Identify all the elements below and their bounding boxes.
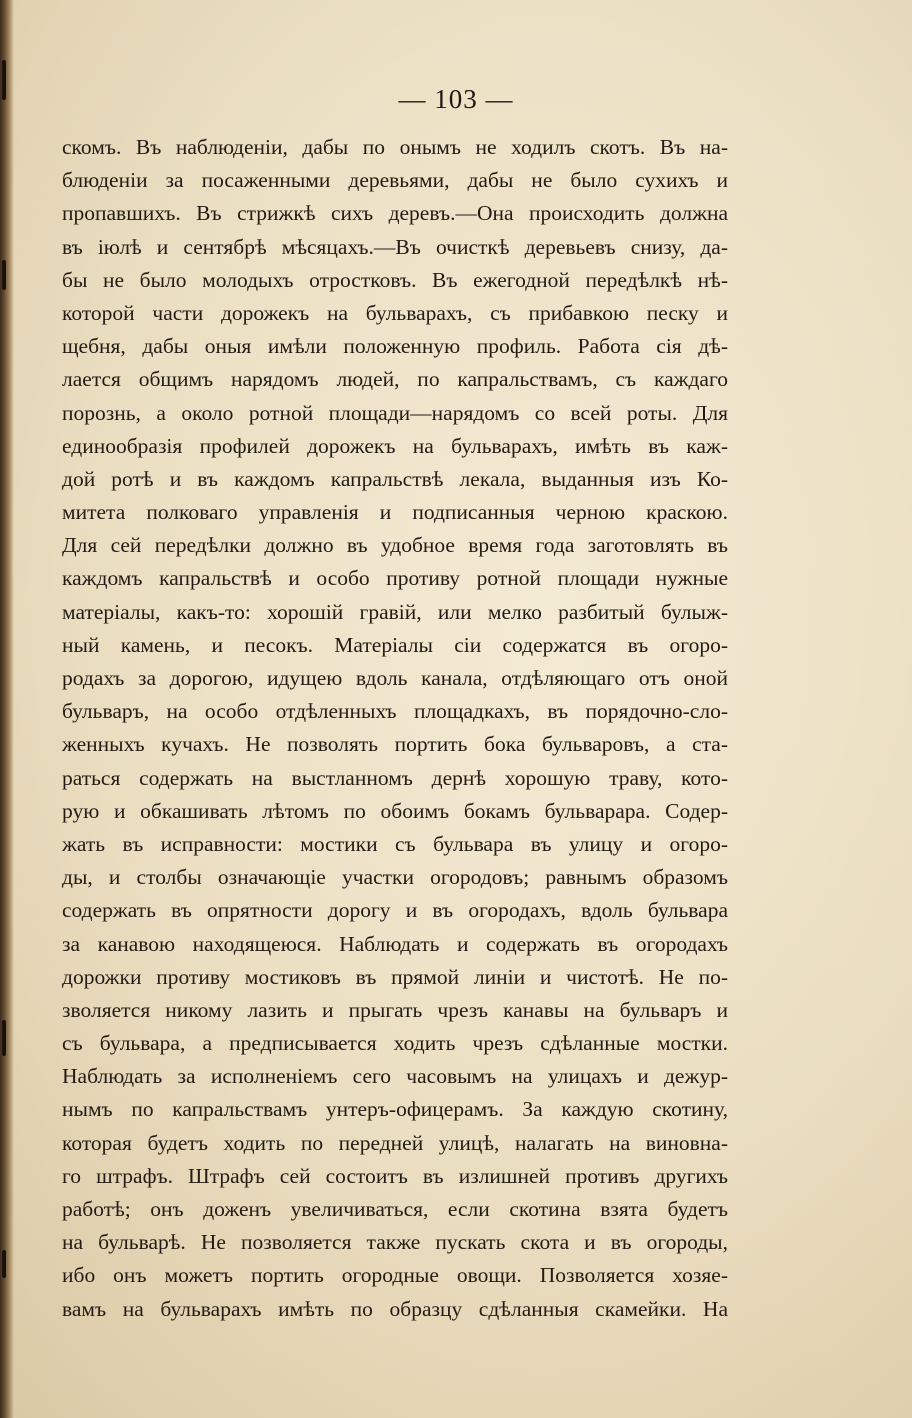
text-line: бульваръ, на особо отдѣленныхъ площадкахъ, въ порядочно-сло- bbox=[62, 699, 728, 724]
spine-shadow-mark bbox=[2, 1020, 6, 1056]
text-line: содержать въ опрятности дорогу и въ огородахъ, вдоль бульвара bbox=[62, 898, 728, 923]
spine-shadow-mark bbox=[2, 260, 6, 290]
text-line: раться содержать на выстланномъ дернѣ хорошую траву, кото- bbox=[62, 765, 728, 790]
text-line: Наблюдать за исполненіемъ сего часовымъ на улицахъ и дежур- bbox=[62, 1064, 728, 1089]
text-line: зволяется никому лазить и прыгать чрезъ канавы на бульваръ и bbox=[62, 997, 728, 1022]
text-line: щебня, дабы оныя имѣли положенную профиль. Работа сія дѣ- bbox=[62, 334, 728, 359]
text-line: на бульварѣ. Не позволяется также пускать скота и въ огороды, bbox=[62, 1230, 728, 1255]
text-line: порознь, а около ротной площади—нарядомъ со всей роты. Для bbox=[62, 400, 728, 425]
spine-shadow-mark bbox=[2, 1250, 6, 1278]
text-line: Для сей передѣлки должно въ удобное время года заготовлять въ bbox=[62, 533, 728, 558]
text-line: матеріалы, какъ-то: хорошій гравій, или мелко разбитый булыж- bbox=[62, 599, 728, 624]
text-line: вамъ на бульварахъ имѣть по образцу сдѣланныя скамейки. На bbox=[62, 1296, 728, 1321]
text-line: ный камень, и песокъ. Матеріалы сіи содержатся въ огоро- bbox=[62, 632, 728, 657]
text-line: митета полковаго управленія и подписанныя черною краскою. bbox=[62, 500, 728, 525]
text-line: за канавою находящеюся. Наблюдать и содержать въ огородахъ bbox=[62, 931, 728, 956]
text-line: жать въ исправности: мостики съ бульвара въ улицу и огоро- bbox=[62, 831, 728, 856]
text-line: работѣ; онъ доженъ увеличиваться, если скотина взята будетъ bbox=[62, 1197, 728, 1221]
text-line: въ іюлѣ и сентябрѣ мѣсяцахъ.—Въ очисткѣ деревьевъ снизу, да- bbox=[62, 234, 728, 259]
text-line: го штрафъ. Штрафъ сей состоитъ въ излишней противъ другихъ bbox=[62, 1163, 728, 1188]
text-line: дорожки противу мостиковъ въ прямой линіи и чистотѣ. Не по- bbox=[62, 964, 728, 989]
text-line: рую и обкашивать лѣтомъ по обоимъ бокамъ бульварара. Содер- bbox=[62, 798, 728, 823]
text-line: которой части дорожекъ на бульварахъ, съ прибавкою песку и bbox=[62, 300, 728, 325]
text-line: скомъ. Въ наблюденіи, дабы по онымъ не ходилъ скотъ. Въ на- bbox=[62, 135, 728, 159]
book-spine-edge bbox=[0, 0, 14, 1418]
text-line: каждомъ капральствѣ и особо противу ротной площади нужные bbox=[62, 566, 728, 591]
text-line: блюденіи за посаженными деревьями, дабы не было сухихъ и bbox=[62, 168, 728, 193]
text-line: ды, и столбы означающіе участки огородовъ; равнымъ образомъ bbox=[62, 865, 728, 890]
text-line: пропавшихъ. Въ стрижкѣ сихъ деревъ.—Она происходить должна bbox=[62, 201, 728, 226]
text-line: бы не было молодыхъ отростковъ. Въ ежегодной передѣлкѣ нѣ- bbox=[62, 267, 728, 292]
text-line: единообразія профилей дорожекъ на бульварахъ, имѣть въ каж- bbox=[62, 433, 728, 458]
text-line: съ бульвара, а предписывается ходить чрезъ сдѣланные мостки. bbox=[62, 1031, 728, 1056]
text-line: дой ротѣ и въ каждомъ капральствѣ лекала, выданныя изъ Ко- bbox=[62, 466, 728, 491]
page-body-text bbox=[62, 131, 728, 1326]
page-number: — 103 — bbox=[398, 84, 514, 114]
text-line: родахъ за дорогою, идущею вдоль канала, отдѣляющаго отъ оной bbox=[62, 666, 728, 690]
text-line: лается общимъ нарядомъ людей, по капральствамъ, съ каждаго bbox=[62, 367, 728, 392]
text-line: ибо онъ можетъ портить огородные овощи. Позволяется хозяе- bbox=[62, 1263, 728, 1288]
text-line: которая будетъ ходить по передней улицѣ, налагать на виновна- bbox=[62, 1130, 728, 1155]
text-line: нымъ по капральствамъ унтеръ-офицерамъ. За каждую скотину, bbox=[62, 1097, 728, 1122]
text-line: женныхъ кучахъ. Не позволять портить бока бульваровъ, а ста- bbox=[62, 732, 728, 757]
